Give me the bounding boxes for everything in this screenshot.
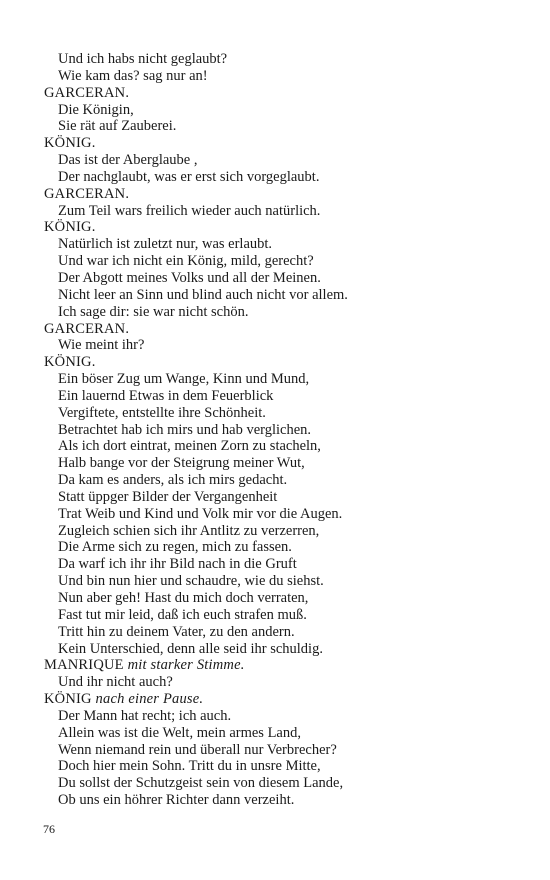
verse-line	[44, 506, 524, 523]
verse-line	[44, 472, 524, 489]
verse-text: Und war ich nicht ein König, mild, gerecht?	[58, 253, 314, 270]
verse-line	[44, 253, 524, 270]
verse-line	[44, 489, 524, 506]
verse-line	[44, 68, 524, 85]
verse-line	[44, 573, 524, 590]
verse-text: Der Mann hat recht; ich auch.	[58, 707, 232, 724]
speaker-label: MANRIQUE	[44, 657, 124, 674]
verse-line	[44, 523, 524, 540]
verse-line	[44, 708, 524, 725]
verse-text: Doch hier mein Sohn. Tritt du in unsre Mitte,	[58, 758, 321, 775]
verse-line	[44, 102, 524, 119]
verse-line	[44, 388, 524, 405]
verse-line	[44, 169, 524, 186]
verse-text: Wie kam das? sag nur an!	[58, 67, 208, 84]
verse-text: Ich sage dir: sie war nicht schön.	[58, 303, 249, 320]
verse-line	[44, 792, 524, 809]
verse-text: Ein lauernd Etwas in dem Feuerblick	[58, 387, 274, 404]
verse-text: Betrachtet hab ich mirs und hab verglichen.	[58, 421, 311, 438]
verse-text: Das ist der Aberglaube ,	[58, 152, 198, 169]
verse-line	[44, 758, 524, 775]
speaker-name	[44, 186, 524, 203]
verse-line	[44, 405, 524, 422]
play-text	[44, 51, 524, 809]
verse-line	[44, 236, 524, 253]
speaker-label: KÖNIG.	[44, 135, 96, 152]
verse-text: Der Abgott meines Volks und all der Meinen.	[58, 269, 321, 286]
verse-text: Nun aber geh! Hast du mich doch verraten,	[58, 590, 309, 606]
verse-line	[44, 775, 524, 792]
verse-line	[44, 590, 524, 607]
verse-line	[44, 624, 524, 641]
verse-line	[44, 539, 524, 556]
verse-text: Fast tut mir leid, daß ich euch strafen muß.	[58, 606, 307, 623]
stage-direction: mit starker Stimme.	[127, 657, 245, 674]
speaker-label: GARCERAN.	[44, 84, 130, 101]
verse-line	[44, 203, 524, 220]
speaker-label: KÖNIG.	[44, 354, 96, 371]
verse-line	[44, 742, 524, 759]
verse-text: Der nachglaubt, was er erst sich vorgeglaubt.	[58, 168, 320, 185]
verse-text: Halb bange vor der Steigrung meiner Wut,	[58, 455, 305, 472]
verse-line	[44, 371, 524, 388]
verse-text: Nicht leer an Sinn und blind auch nicht vor allem.	[58, 286, 348, 303]
verse-line	[44, 304, 524, 321]
speaker-name	[44, 135, 524, 152]
verse-text: Natürlich ist zuletzt nur, was erlaubt.	[58, 236, 273, 253]
page-number: 76	[43, 822, 55, 836]
verse-text: Zum Teil wars freilich wieder auch natürlich.	[58, 202, 321, 219]
speaker-label: GARCERAN.	[44, 320, 130, 337]
verse-text: Wie meint ihr?	[58, 337, 145, 354]
verse-text: Da warf ich ihr ihr Bild nach in die Gruft	[58, 556, 297, 573]
speaker-label: KÖNIG.	[44, 219, 96, 236]
verse-line	[44, 422, 524, 439]
verse-line	[44, 556, 524, 573]
verse-text: Trat Weib und Kind und Volk mir vor die Augen.	[58, 505, 343, 522]
verse-text: Tritt hin zu deinem Vater, zu den andern.	[58, 623, 295, 640]
verse-text: Allein was ist die Welt, mein armes Land,	[58, 724, 301, 741]
speaker-label: GARCERAN.	[44, 185, 130, 202]
verse-line	[44, 455, 524, 472]
speaker-label: KÖNIG	[44, 691, 92, 708]
verse-text: Die Königin,	[58, 101, 134, 118]
speaker-name	[44, 85, 524, 102]
verse-line	[44, 674, 524, 691]
verse-text: Zugleich schien sich ihr Antlitz zu verzerren,	[58, 522, 320, 539]
speaker-name	[44, 691, 524, 708]
verse-line	[44, 152, 524, 169]
verse-text: Sie rät auf Zauberei.	[58, 118, 177, 135]
verse-text: Du sollst der Schutzgeist sein von diesem Lande,	[58, 775, 344, 792]
verse-line	[44, 641, 524, 658]
verse-text: Statt üppger Bilder der Vergangenheit	[58, 488, 278, 505]
speaker-name	[44, 321, 524, 338]
verse-line	[44, 337, 524, 354]
verse-text: Ein böser Zug um Wange, Kinn und Mund,	[58, 371, 310, 388]
verse-text: Und ihr nicht auch?	[58, 674, 173, 691]
verse-text: Die Arme sich zu regen, mich zu fassen.	[58, 539, 292, 556]
speaker-name	[44, 657, 524, 674]
verse-line	[44, 725, 524, 742]
verse-text: Und bin nun hier und schaudre, wie du siehst.	[58, 573, 324, 590]
stage-direction: nach einer Pause.	[95, 691, 204, 708]
verse-line	[44, 438, 524, 455]
speaker-name	[44, 354, 524, 371]
verse-text: Und ich habs nicht geglaubt?	[58, 51, 228, 67]
verse-text: Ob uns ein höhrer Richter dann verzeiht.	[58, 792, 295, 809]
verse-line	[44, 51, 524, 68]
speaker-name	[44, 219, 524, 236]
verse-line	[44, 118, 524, 135]
verse-text: Wenn niemand rein und überall nur Verbrecher?	[58, 741, 337, 758]
verse-text: Da kam es anders, als ich mirs gedacht.	[58, 472, 288, 489]
verse-line	[44, 607, 524, 624]
verse-text: Vergiftete, entstellte ihre Schönheit.	[58, 404, 266, 421]
verse-text: Als ich dort eintrat, meinen Zorn zu stacheln,	[58, 438, 321, 455]
verse-line	[44, 287, 524, 304]
verse-text: Kein Unterschied, denn alle seid ihr schuldig.	[58, 640, 323, 657]
verse-line	[44, 270, 524, 287]
